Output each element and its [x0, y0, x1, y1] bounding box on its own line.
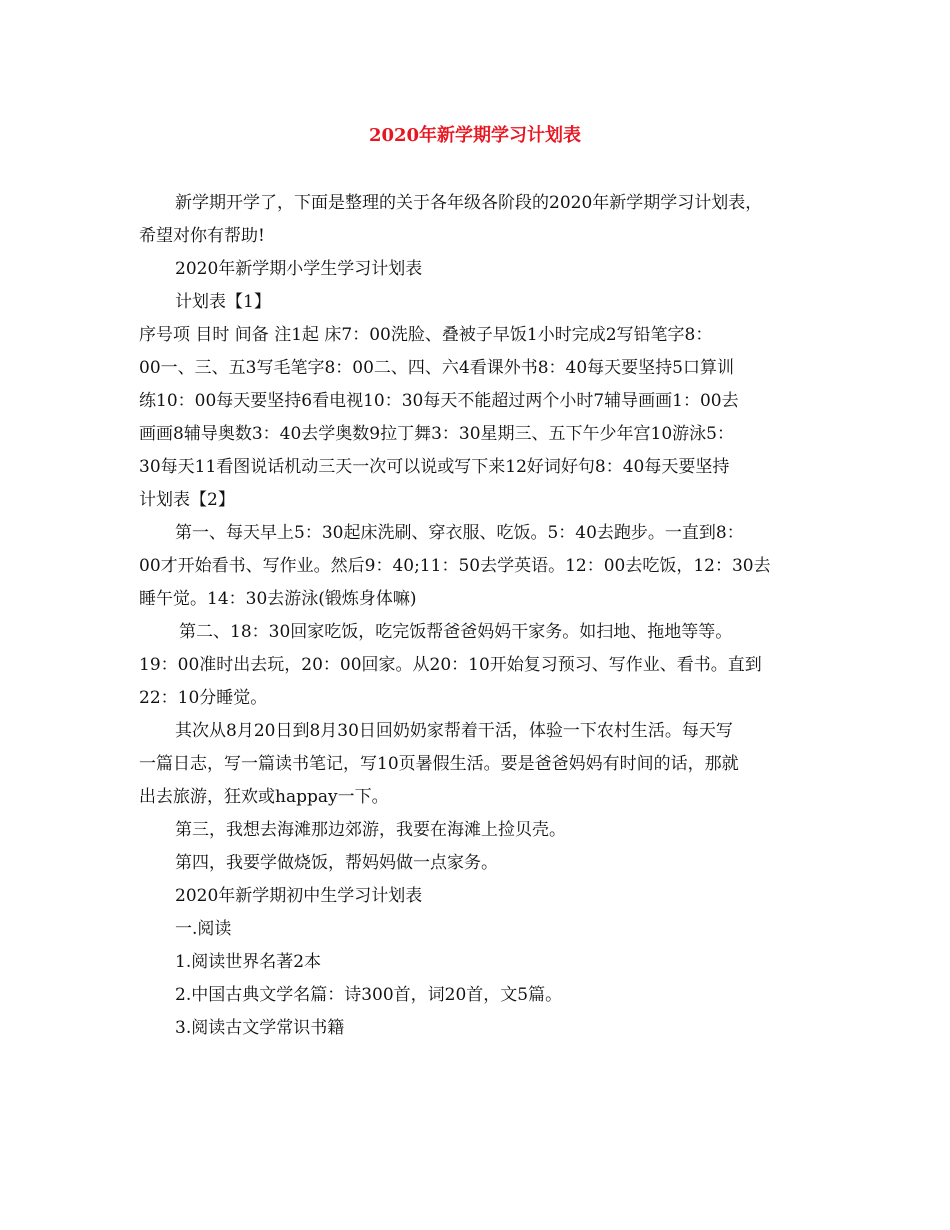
plan2-first-line-2: 00才开始看书、写作业。然后9：40;11：50去学英语。12：00去吃饭，12：30去 [139, 556, 771, 576]
intro-line-1: 新学期开学了，下面是整理的关于各年级各阶段的2020年新学期学习计划表， [175, 193, 763, 213]
reading-item-3: 3.阅读古文学常识书籍 [175, 1018, 345, 1038]
intro-line-2: 希望对你有帮助! [139, 226, 265, 246]
section-heading-primary: 2020年新学期小学生学习计划表 [175, 259, 423, 279]
plan1-line-5: 30每天11看图说话机动三天一次可以说或写下来12好词好句8：40每天要坚持 [139, 457, 730, 477]
document-body [139, 187, 819, 1045]
plan2-next-line-2: 一篇日志，写一篇读书笔记，写10页暑假生活。要是爸爸妈妈有时间的话，那就 [139, 754, 739, 774]
plan1-line-2: 00一、三、五3写毛笔字8：00二、四、六4看课外书8：40每天要坚持5口算训 [139, 358, 734, 378]
plan2-second-line-1: 第二、18：30回家吃饭，吃完饭帮爸爸妈妈干家务。如扫地、拖地等等。 [179, 622, 733, 642]
reading-heading: 一.阅读 [175, 919, 232, 939]
plan-heading-1: 计划表【1】 [175, 292, 271, 312]
plan1-line-1: 序号项 目时 间备 注1起 床7：00洗脸、叠被子早饭1小时完成2写铅笔字8： [139, 325, 713, 345]
plan2-third-line: 第三，我想去海滩那边郊游，我要在海滩上捡贝壳。 [175, 820, 566, 840]
plan2-next-line-3: 出去旅游，狂欢或happay一下。 [139, 787, 389, 807]
plan1-line-3: 练10：00每天要坚持6看电视10：30每天不能超过两个小时7辅导画画1：00去 [139, 391, 739, 411]
plan2-second-line-3: 22：10分睡觉。 [139, 688, 268, 708]
plan2-first-line-3: 睡午觉。14：30去游泳(锻炼身体嘛) [139, 589, 417, 609]
plan2-second-line-2: 19：00准时出去玩，20：00回家。从20：10开始复习预习、写作业、看书。直到 [139, 655, 762, 675]
plan-heading-2: 计划表【2】 [139, 490, 235, 510]
plan1-line-4: 画画8辅导奥数3：40去学奥数9拉丁舞3：30星期三、五下午少年宫10游泳5： [139, 424, 734, 444]
plan2-next-line-1: 其次从8月20日到8月30日回奶奶家帮着干活，体验一下农村生活。每天写 [175, 721, 733, 741]
reading-item-1: 1.阅读世界名著2本 [175, 952, 322, 972]
document-title: 2020年新学期学习计划表 [368, 125, 582, 146]
reading-item-2: 2.中国古典文学名篇：诗300首，词20首，文5篇。 [175, 985, 563, 1005]
section-heading-middle: 2020年新学期初中生学习计划表 [175, 886, 423, 906]
plan2-first-line-1: 第一、每天早上5：30起床洗刷、穿衣服、吃饭。5：40去跑步。一直到8： [175, 523, 744, 543]
plan2-fourth-line: 第四，我要学做烧饭，帮妈妈做一点家务。 [175, 853, 498, 873]
